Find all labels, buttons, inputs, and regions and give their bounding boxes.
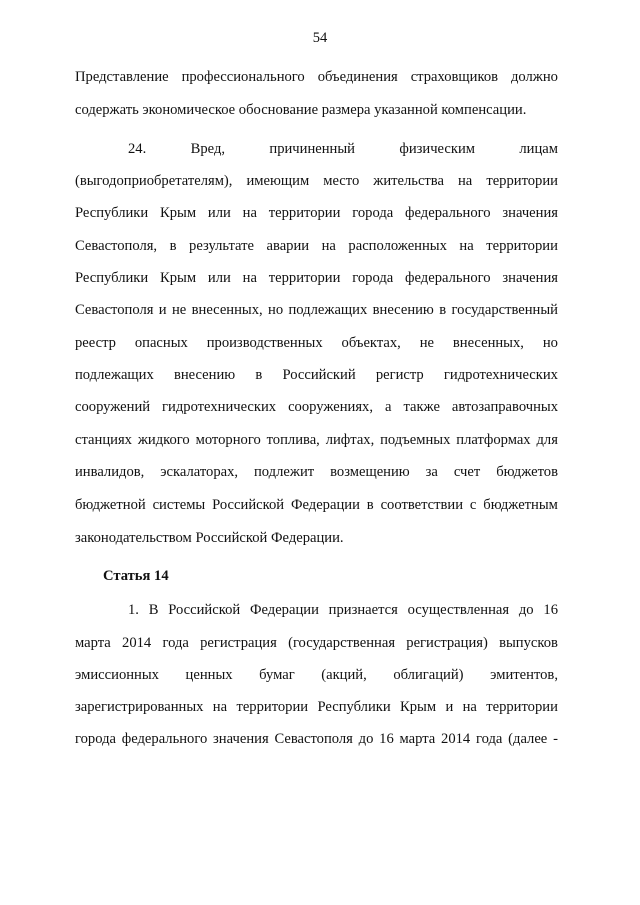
word: признается — [328, 602, 398, 618]
word: на — [459, 238, 474, 254]
word: федерального — [405, 205, 491, 221]
word: эскалаторах, — [160, 464, 239, 480]
word: страховщиков — [410, 69, 499, 85]
word: (государственная — [288, 635, 396, 651]
word: для — [536, 432, 558, 448]
paragraph-24-first-line — [128, 139, 558, 159]
text-line — [75, 171, 558, 191]
text-line — [75, 300, 558, 320]
word: облигаций) — [393, 667, 464, 683]
word: или — [207, 205, 231, 221]
word: Федерации — [290, 497, 360, 513]
word: 16 — [543, 602, 558, 618]
word: территории — [486, 238, 558, 254]
word: внесению — [372, 302, 434, 318]
word: Представление — [75, 69, 169, 85]
word: 1. — [128, 602, 139, 618]
word: Федерации — [249, 602, 319, 618]
word: соответствии — [380, 497, 464, 513]
text-line — [75, 729, 558, 749]
word: причиненный — [269, 141, 355, 157]
word: лицам — [519, 141, 558, 157]
word: города — [75, 731, 116, 747]
word: а — [384, 399, 392, 415]
word: с — [469, 497, 477, 513]
word: гидротехнических — [443, 367, 558, 383]
word: Российский — [282, 367, 356, 383]
word: счет — [453, 464, 481, 480]
word: сооружениях, — [288, 399, 374, 415]
word: территории — [486, 699, 558, 715]
word: платформах — [456, 432, 531, 448]
word: бумаг — [259, 667, 295, 683]
word: Российской — [212, 497, 285, 513]
word: расположенных — [348, 238, 447, 254]
article-heading: Статья 14 — [103, 568, 169, 584]
word: моторного — [195, 432, 261, 448]
word: на — [212, 699, 228, 715]
word: федерального — [405, 270, 491, 286]
text-line — [75, 495, 558, 515]
word: значения — [502, 270, 558, 286]
text-line — [75, 633, 558, 653]
word: не — [171, 302, 187, 318]
text-line — [75, 268, 558, 288]
text-line — [75, 236, 558, 256]
text-line — [75, 203, 558, 223]
word: года — [475, 731, 503, 747]
word: В — [148, 602, 159, 618]
word: инвалидов, — [75, 464, 145, 480]
word: (акций, — [321, 667, 367, 683]
word: должно — [510, 69, 558, 85]
word: и — [445, 699, 454, 715]
text-line — [75, 365, 558, 385]
word: регистрация) — [406, 635, 488, 651]
word: на — [242, 270, 257, 286]
word: марта — [75, 635, 111, 651]
word: лифтах, — [325, 432, 375, 448]
word: эмитентов, — [490, 667, 558, 683]
word: гидротехнических — [162, 399, 277, 415]
word: не — [419, 335, 434, 351]
word: до — [518, 602, 534, 618]
word: подлежащих — [75, 367, 154, 383]
word: Вред, — [190, 141, 226, 157]
word: на — [321, 238, 336, 254]
word: - — [553, 731, 558, 747]
word: Севастополя — [75, 302, 154, 318]
text-line — [75, 397, 558, 417]
text-line: законодательством Российской Федерации. — [75, 530, 344, 546]
word: топлива, — [266, 432, 320, 448]
word: станциях — [75, 432, 132, 448]
word: Республики — [75, 270, 149, 286]
word: подлежащих — [288, 302, 368, 318]
word: профессионального — [181, 69, 305, 85]
word: аварии — [266, 238, 310, 254]
word: на — [462, 699, 477, 715]
word: Крым — [160, 205, 197, 221]
page-number: 54 — [312, 30, 328, 46]
word: Республики — [317, 699, 391, 715]
word: объектах, — [341, 335, 401, 351]
word: регистрация — [200, 635, 277, 651]
word: имеющим — [246, 173, 310, 189]
text-line: содержать экономическое обоснование размера указанной компенсации. — [75, 102, 527, 118]
word: жительства — [373, 173, 444, 189]
word: значения — [213, 731, 269, 747]
word: место — [323, 173, 360, 189]
word: возмещению — [330, 464, 410, 480]
word: системы — [152, 497, 206, 513]
word: опасных — [134, 335, 188, 351]
word: осуществленная — [407, 602, 510, 618]
word: города — [352, 270, 394, 286]
text-line — [75, 67, 558, 87]
word: Севастополя, — [75, 238, 158, 254]
word: также — [403, 399, 440, 415]
word: регистр — [375, 367, 424, 383]
word: или — [207, 270, 231, 286]
text-line — [75, 697, 558, 717]
word: физическим — [399, 141, 475, 157]
word: марта — [399, 731, 436, 747]
word: за — [425, 464, 438, 480]
word: на — [242, 205, 257, 221]
word: и — [158, 302, 167, 318]
text-line — [75, 430, 558, 450]
word: значения — [502, 205, 558, 221]
text-line — [75, 665, 558, 685]
word: Крым — [160, 270, 197, 286]
word: 16 — [379, 731, 394, 747]
word: 24. — [128, 141, 147, 157]
word: (выгодоприобретателям), — [75, 173, 233, 189]
word: внесенных, — [191, 302, 263, 318]
word: сооружений — [75, 399, 151, 415]
word: эмиссионных — [75, 667, 159, 683]
word: в — [255, 367, 263, 383]
word: объединения — [317, 69, 398, 85]
word: ценных — [185, 667, 233, 683]
word: года — [162, 635, 189, 651]
word: до — [358, 731, 374, 747]
word: бюджетной — [75, 497, 146, 513]
word: в — [439, 302, 447, 318]
word: Севастополя — [274, 731, 353, 747]
word: жидкого — [137, 432, 190, 448]
word: но — [268, 302, 284, 318]
word: но — [542, 335, 558, 351]
word: внесенных, — [452, 335, 524, 351]
word: Республики — [75, 205, 149, 221]
word: зарегистрированных — [75, 699, 204, 715]
word: 2014 — [122, 635, 152, 651]
word: в — [169, 238, 177, 254]
word: автозаправочных — [451, 399, 558, 415]
word: территории — [268, 205, 341, 221]
article-first-line — [128, 600, 558, 620]
word: внесению — [173, 367, 236, 383]
word: бюджетным — [483, 497, 558, 513]
word: 2014 — [441, 731, 471, 747]
word: территории — [236, 699, 309, 715]
text-line — [75, 462, 558, 482]
word: в — [366, 497, 374, 513]
word: территории — [268, 270, 341, 286]
word: бюджетов — [496, 464, 558, 480]
word: подъемных — [380, 432, 451, 448]
word: государственный — [451, 302, 558, 318]
word: подлежит — [254, 464, 315, 480]
word: реестр — [75, 335, 116, 351]
word: производственных — [206, 335, 323, 351]
word: Крым — [400, 699, 437, 715]
word: результате — [189, 238, 254, 254]
word: выпусков — [499, 635, 558, 651]
word: Российской — [168, 602, 241, 618]
word: федерального — [121, 731, 208, 747]
word: города — [352, 205, 394, 221]
text-line — [75, 333, 558, 353]
word: на — [458, 173, 473, 189]
word: территории — [486, 173, 558, 189]
word: (далее — [508, 731, 548, 747]
